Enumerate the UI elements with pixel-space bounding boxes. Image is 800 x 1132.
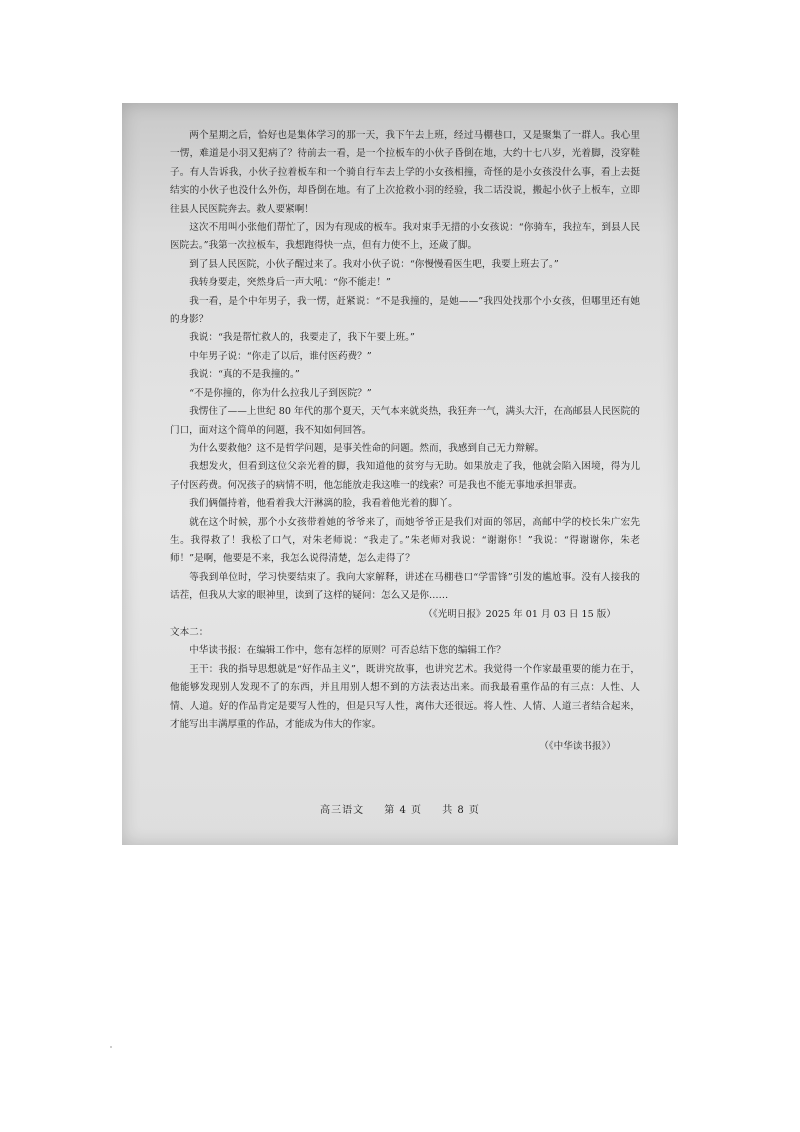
- paragraph: 中华读书报：在编辑工作中，您有怎样的原则？可否总结下您的编辑工作？: [189, 645, 506, 657]
- paragraph: 我想发火，但看到这位父亲光着的脚，我知道他的贫穷与无助。如果放走了我，他就会陷入困境，得为儿子付医药费。何况孩子的病情不明，他怎能放走我这唯一的线索？可是我也不能无事地承担罪责。: [170, 461, 640, 491]
- paragraph: 我说：“真的不是我撞的。”: [189, 369, 300, 381]
- source-citation: （《光明日报》2025 年 01 月 03 日 15 版）: [423, 608, 616, 620]
- footer-subject: 高三语文: [320, 805, 365, 816]
- paragraph: 这次不用叫小张他们帮忙了，因为有现成的板车。我对束手无措的小女孩说：“你骑车，我拉车，到县人民医院去。”我第一次拉板车，我想跑得快一点，但有力使不上，还歲了脚。: [170, 222, 640, 252]
- paragraph: 我转身要走，突然身后一声大吼：“你不能走！”: [189, 277, 391, 289]
- source-citation: （《中华读书报》）: [539, 741, 616, 753]
- paragraph: 我们俩僵持着，他看着我大汗淋漓的脸，我看着他光着的脚丫。: [189, 498, 458, 510]
- paragraph: 等我到单位时，学习快要结束了。我向大家解释，讲述在马棚巷口“学雷锋”引发的尴尬事。没有人接我的话茬，但我从大家的眼神里，读到了这样的疑问：怎么又是你……: [170, 571, 640, 602]
- paragraph: “不是你撞的，你为什么拉我儿子到医院？”: [189, 387, 372, 399]
- paragraph: 王干：我的指导思想就是“好作品主义”，既讲究故事，也讲究艺术。我觉得一个作家最重要的能力在于，他能够发现别人发现不了的东西，并且用别人想不到的方法表达出来。而我最看重作品的有三点：人性、人情、人道。好的作品肯定是要写人性的，但是只写人性，离伟大还很远。将人性、人情、人道三者结合起来，才能写出丰满厚重的作品，才能成为伟大的作家。: [170, 663, 640, 730]
- section-label: 文本二：: [170, 626, 209, 638]
- footer-total-pages: 共 8 页: [442, 805, 480, 816]
- paragraph: 我一看，是个中年男子，我一愣，赶紧说：“不是我撞的，是她——”我四处找那个小女孩，但哪里还有她的身影？: [170, 295, 640, 326]
- page-footer: [122, 801, 678, 816]
- paragraph: 我说：“我是帮忙救人的，我要走了，我下午要上班。”: [189, 332, 415, 344]
- paragraph: 到了县人民医院，小伙子醒过来了。我对小伙子说：“你慢慢看医生吧，我要上班去了。”: [189, 258, 559, 270]
- paragraph: 为什么要救他？这不是哲学问题，是事关性命的问题。然而，我感到自己无力辩解。: [189, 442, 545, 454]
- paragraph: 中年男子说：“你走了以后，谁付医药费？”: [189, 350, 372, 362]
- footer-page-number: 第 4 页: [384, 805, 422, 816]
- scanned-page: [122, 103, 678, 845]
- exam-text: [170, 127, 640, 757]
- paragraph: 我愣住了——上世纪 80 年代的那个夏天，天气本来就炎热，我狂奔一气，满头大汗，在高邮县人民医院的门口，面对这个简单的问题，我不知如何回答。: [170, 406, 640, 436]
- paragraph: 两个星期之后，恰好也是集体学习的那一天，我下午去上班，经过马棚巷口，又是聚集了一群人。我心里一愣，难道是小羽又犯病了？待前去一看，是一个拉板车的小伙子昏倒在地，大约十七八岁，光着脚，没穿鞋子。有人告诉我，小伙子拉着板车和一个骑自行车去上学的小女孩相撞，奇怪的是小女孩没什么事，看上去挺结实的小伙子也没什么外伤，却昏倒在地。有了上次抢救小羽的经验，我二话没说，搬起小伙子上板车，立即往县人民医院奔去。救人要紧啊！: [170, 130, 640, 215]
- scan-speck: [110, 1046, 112, 1048]
- paragraph: 就在这个时候，那个小女孩带着她的爷爷来了，而她爷爷正是我们对面的邻居，高邮中学的校长朱广宏先生。我得救了！我松了口气，对朱老师说：“我走了。”朱老师对我说：“谢谢你！”我说：“得谢谢你，朱老师！”是啊，他要是不来，我怎么说得清楚，怎么走得了？: [170, 516, 640, 565]
